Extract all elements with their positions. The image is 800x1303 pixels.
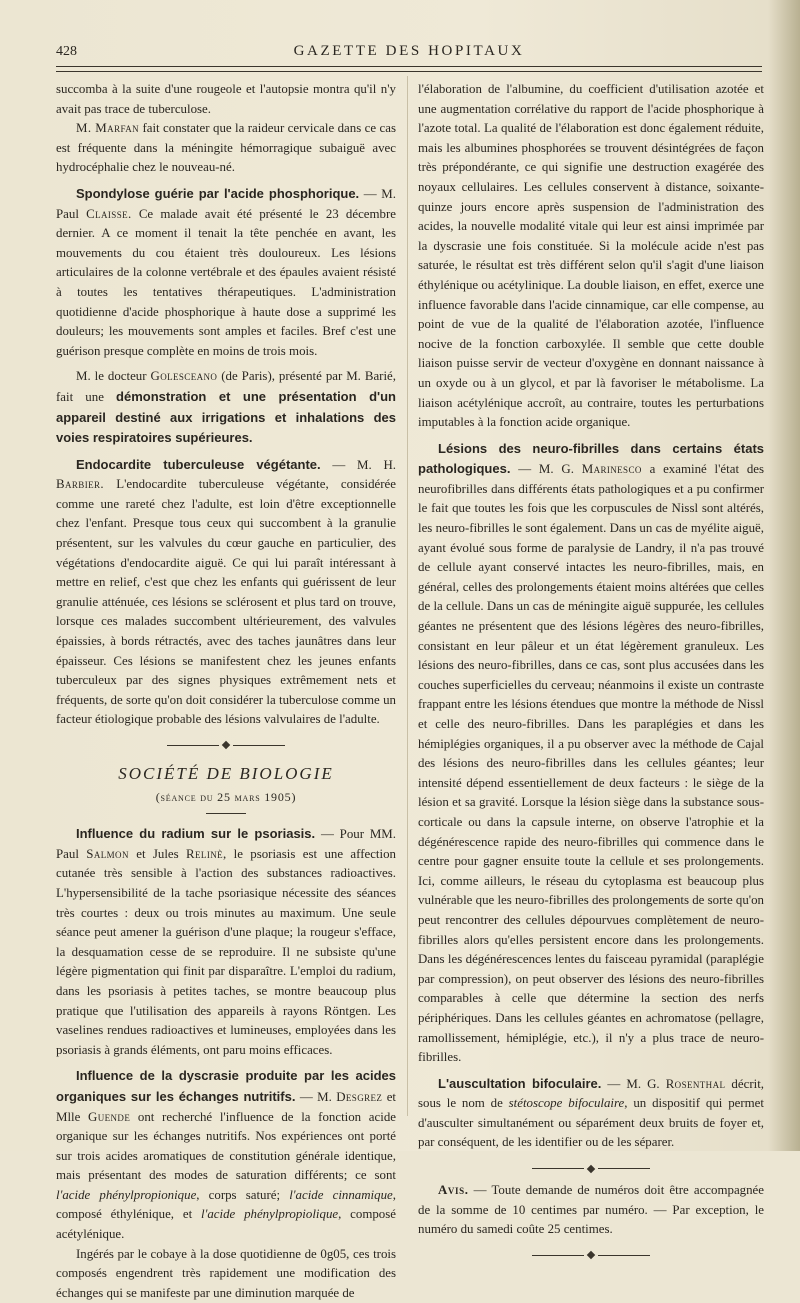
- article-spondylose: Spondylose guérie par l'acide phosphorique. — M. Paul Claisse. Ce malade avait été présenté le 23 décembre dernier. A ce moment il tenait la tête penchée en avant, les mouvements du cou étaient très douloureux. Les lésions articulaires de la colonne vertébrale et des épaules avaient résisté à toutes les tentatives thérapeutiques. L'administration quotidienne d'acide phosphorique à haute dose a supprimé les douleurs; les mouvements sont amples et faciles. Bref c'est une guérison presque complète en moins de trois mois.: [56, 185, 396, 358]
- notice-avis: Avis. — Toute demande de numéros doit être accompagnée de la somme de 10 centimes par numéro. — Par exception, le numéro du samedi coûte 25 centimes.: [418, 1183, 764, 1237]
- section-title: démonstration et une présentation d'un appareil destiné aux irrigations et inhalations des voies respiratoires supérieures.: [56, 388, 396, 446]
- ornament-divider-end: [418, 1250, 764, 1260]
- author-name: Salmon: [86, 846, 129, 861]
- author-name: Rosenthal: [665, 1076, 726, 1091]
- author-name: Marinesco: [581, 462, 642, 477]
- section-title: L'auscultation bifoculaire.: [438, 1075, 602, 1091]
- section-title: Influence du radium sur le psoriasis.: [76, 826, 316, 842]
- section-title: Influence de la dyscrasie produite par les acides organiques sur les échanges nutritifs.: [56, 1068, 396, 1104]
- section-title: Lésions des neuro-fibrilles dans certains états pathologiques.: [418, 440, 764, 477]
- ornament-divider: [418, 1163, 764, 1173]
- paragraph: M. Marfan fait constater que la raideur cervicale dans ce cas est fréquente dans la méningite hémorragique subaiguë avec hydrocéphalie chez le nouveau-né.: [56, 121, 396, 175]
- society-title: SOCIÉTÉ DE BIOLOGIE: [118, 764, 334, 783]
- article-dyscrasie: Influence de la dyscrasie produite par les acides organiques sur les échanges nutritifs. — M. Desgrez et Mlle Guende ont recherché l'influence de la fonction acide organique sur les échanges nutritifs. Nos expériences ont porté sur trois acides aromatiques de constitution générale identique, mais présentant des modes de saturation différents; ce sont l'acide phénylpropionique, corps saturé; l'acide cinnamique, composé éthylénique, et l'acide phénylpropiolique, composé acétylénique.: [56, 1068, 397, 1242]
- column-divider: [407, 76, 408, 1116]
- paragraph: succomba à la suite d'une rougeole et l'autopsie montra qu'il n'y avait pas trace de tuberculose.: [56, 82, 396, 116]
- author-name: Barbier.: [56, 477, 105, 492]
- author-name: Relinè: [186, 846, 224, 861]
- right-column: [418, 80, 764, 1268]
- page-number: 428: [56, 44, 77, 59]
- author-name: Guende: [88, 1109, 131, 1124]
- header-rule: [56, 66, 762, 67]
- session-date: (séance du 25 mars 1905): [155, 789, 297, 804]
- author-name: Golesceano: [150, 369, 218, 384]
- author-name: M. Marfan: [76, 121, 140, 136]
- short-rule: [206, 813, 246, 814]
- article-neuro-fibrilles: Lésions des neuro-fibrilles dans certains états pathologiques. — M. G. Marinesco a examiné l'état des neurofibrilles dans différents états pathologiques et a pu confirmer le fait que toutes les fois que les corpuscules de Nissl sont altérés, les neuro-fibrilles le sont également. Dans un cas de myélite aiguë, ayant évolué sous forme de paralysie de Landry, il n'a pas trouvé de cellule ayant conservé intactes les neuro-fibrilles, mais, en général, celles des prolongements étaient moins altérées que celles de la cellule. Dans un cas de méningite aiguë suppurée, les cellules géantes ne présentent que des lésions légères des neuro-fibrilles, consistant en leur pâleur et un état légèrement granuleux. Les lésions des neuro-fibrilles, dans ce cas, sont plus accusées dans les couches superficielles du cerveau; néanmoins il existe un contraste frappant entre les lésions étendues que montre la méthode de Nissl et celle des neuro-fibrilles. Dans les paraplégies et dans les hémiplégies organiques, il a pu observer avec la méthode de Cajal des lésions des neuro-fibrilles dans les cellules géantes; leur intensité dépend essentiellement de deux facteurs : le siège de la lésion et sa gravité. Lorsque la lésion siège dans la substance sous-corticale ou dans la capsule interne, on observe l'atrophie et la dégénérescence rapide des neuro-fibrilles qui commence dans le centre pour gagner ensuite toute la cellule et ses prolongements. Ici, comme ailleurs, le réseau du cytoplasma est beaucoup plus vulnérable que les neuro-fibrilles des prolongements de sorte qu'on peut rencontrer des cellules dépourvues complètement de neuro-fibrilles alors qu'elles persistent encore dans les prolongements. Dans les dégénérescences lentes du faisceau pyramidal (paraplégie par compression), on peut observer des lésions des neuro-fibrilles comparables à celle que détermine la section des nerfs périphériques. Dans les cellules géantes en achromatose (pellagre, ramollissement, hémiplégie, etc.), il n'y a plus trace de neuro-fibrilles.: [418, 440, 764, 1065]
- journal-title: GAZETTE DES HOPITAUX: [293, 43, 525, 59]
- ornament-divider: [56, 740, 396, 750]
- header-rule-second: [56, 71, 762, 72]
- author-name: Claisse.: [86, 206, 132, 221]
- section-title: Endocardite tuberculeuse végétante.: [76, 456, 321, 472]
- article-radium: Influence du radium sur le psoriasis. — Pour MM. Paul Salmon et Jules Relinè, le psoriasis est une affection cutanée très sensible à l'action des substances radioactives. L'hypersensibilité de la tache psoriasique nécessite des séances très courtes : deux ou trois minutes au maximum. Une seule séance peut amener la guérison d'une plaque; la rougeur s'efface, la desquamation cesse de se reproduire. Il ne subsiste qu'une légère pigmentation qui finit par disparaître. L'emploi du radium, dans les psoriasis à petites taches, se montre beaucoup plus pratique que l'utilisation des appareils à rayons Röntgen. Les vaselines rendues radioactives et lumineuses, employées dans les psoriasis à grands éléments, ont paru moins efficaces.: [56, 826, 396, 1057]
- page-header: [56, 40, 762, 64]
- avis-label: Avis.: [438, 1183, 469, 1198]
- paragraph: l'élaboration de l'albumine, du coefficient d'utilisation azotée et une augmentation corrélative du rapport de l'acide phosphorique à l'azote total. La qualité de l'élaboration est donc également réduite, mais les albumines phosphorées se trouvent désintégrées de façon très prépondérante, ce qui signifie une destruction exagérée des noyaux cellulaires. Les cellules conservent à distance, soixante-quinze jours encore après suspension de l'administration des acides, la nouvelle modalité vitale qui leur est ainsi imprimée par la dyscrasie une fois constituée. Si la molécule acide n'est pas saturée, le résultat est très différent selon qu'il s'agit d'une liaison éthylénique ou acétylinique. La double liaison, en effet, exerce une influence favorable dans l'acide cinnamique, car elle compense, au point de vue de la qualité de l'élaboration azotée, l'influence nocive de la fonction carboxylée. Il semble que cette double liaison puisse servir de vecteur d'oxygène en donnant naissance à un oxyde ou à un glycol, et par là favoriser le métabolisme. La liaison acétylénique accroît, au contraire, toutes les perturbations imputables à la fonction acide organique.: [418, 82, 764, 430]
- author-name: Desgrez: [336, 1089, 383, 1104]
- article-golesceano: M. le docteur Golesceano (de Paris), présenté par M. Barié, fait une démonstration et une présentation d'un appareil destiné aux irrigations et inhalations des voies respiratoires supérieures.: [56, 369, 396, 446]
- section-title: Spondylose guérie par l'acide phosphorique.: [76, 185, 360, 201]
- paragraph: Ingérés par le cobaye à la dose quotidienne de 0g05, ces trois composés engendrent très rapidement une modification des échanges qui se manifeste par une diminution marquée de: [56, 1246, 396, 1300]
- article-auscultation: L'auscultation bifoculaire. — M. G. Rosenthal décrit, sous le nom de stétoscope bifoculaire, un dispositif qui permet d'ausculter simultanément ou séparément deux bruits de foyer et, par conséquent, de les identifier ou de les séparer.: [418, 1075, 765, 1150]
- left-column: [56, 80, 396, 1303]
- article-endocardite: Endocardite tuberculeuse végétante. — M. H. Barbier. L'endocardite tuberculeuse végétante, considérée comme une rareté chez l'adulte, est loin d'être exceptionnelle chez l'enfant. Presque tous ceux qui succombent à la granulie présentent, sur les valvules du cœur gauche en particulier, des végétations d'endocardite aiguë. Ce qui lui paraît intéressant à mettre en relief, c'est que chez les enfants qui guérissent de leur granulie atténuée, ces lésions se sclérosent et plus tard on trouve, lorsque ces malades succombent ultérieurement, des valvules épaissies, à bords rétractés, avec des taches jaunâtres dans leur épaisseur. Ces lésions se manifestent chez les jeunes enfants tuberculeux par des signes physiques extrêmement nets et fréquents, de sorte qu'on doit considérer la tuberculose comme un facteur étiologique probable des lésions valvulaires de l'adulte.: [56, 456, 396, 727]
